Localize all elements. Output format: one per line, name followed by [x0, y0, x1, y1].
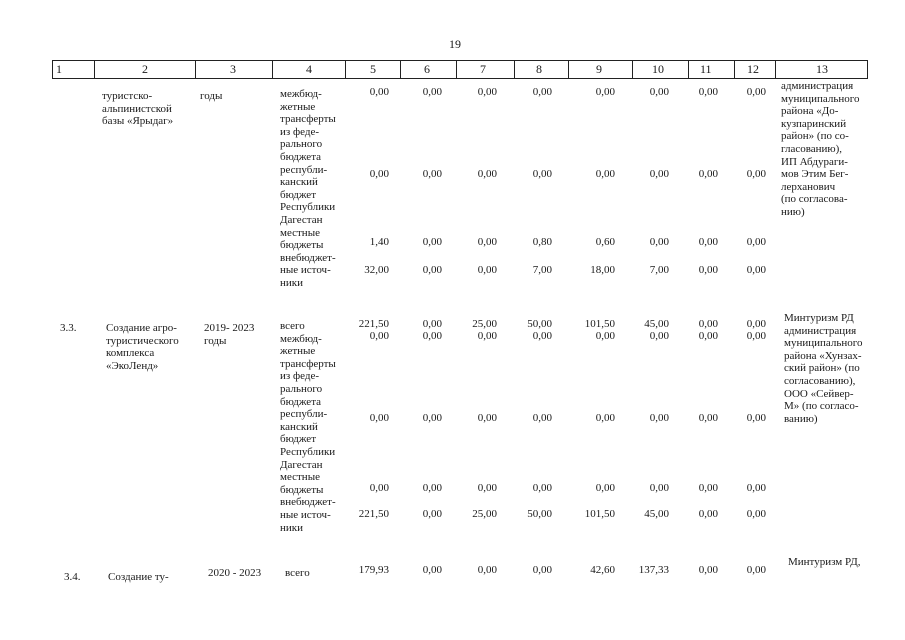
table-cell: 179,93	[358, 564, 389, 576]
table-cell: 0,00	[422, 564, 442, 576]
table-cell: 0,00	[698, 482, 718, 494]
table-cell: 0,00	[422, 86, 442, 98]
header-divider	[568, 60, 569, 79]
table-cell: 0,00	[422, 482, 442, 494]
row-34-name: Создание ту-	[108, 571, 169, 583]
table-cell: 0,00	[532, 168, 552, 180]
table-cell: 42,60	[590, 564, 615, 576]
table-cell: 0,00	[477, 264, 497, 276]
header-divider	[400, 60, 401, 79]
table-cell: 0,00	[595, 168, 615, 180]
header-col-11: 11	[700, 62, 712, 76]
row-prev-responsible: администрация муниципального района «До- кузпаринский район» (по со- гласованию), ИП Абдураги- мов Этим Бег- лерханович (по согласова- нию)	[781, 80, 860, 218]
header-bottom-border	[52, 78, 868, 79]
header-divider	[94, 60, 95, 79]
header-divider	[456, 60, 457, 79]
table-cell: 0,00	[595, 86, 615, 98]
table-cell: 0,00	[422, 318, 442, 330]
table-cell: 0,00	[698, 318, 718, 330]
row-33-sources: всего межбюд- жетные трансферты из феде- рального бюджета республи- канский бюджет Республики Дагестан местные бюджеты внебюджет- ные источ- ники	[280, 320, 336, 534]
table-cell: 0,00	[746, 564, 766, 576]
table-cell: 0,00	[532, 86, 552, 98]
table-cell: 0,00	[746, 86, 766, 98]
table-cell: 0,00	[649, 86, 669, 98]
table-cell: 0,00	[477, 168, 497, 180]
table-cell: 0,00	[649, 168, 669, 180]
table-cell: 0,00	[698, 508, 718, 520]
header-col-1: 1	[56, 62, 62, 76]
table-cell: 0,00	[698, 168, 718, 180]
table-cell: 221,50	[358, 508, 389, 520]
table-cell: 0,00	[422, 412, 442, 424]
header-col-4: 4	[306, 62, 312, 76]
table-cell: 0,00	[532, 412, 552, 424]
row-33-period: 2019- 2023 годы	[204, 322, 255, 347]
table-cell: 0,00	[477, 236, 497, 248]
table-cell: 0,00	[746, 412, 766, 424]
header-col-12: 12	[747, 62, 759, 76]
table-cell: 0,00	[746, 508, 766, 520]
table-cell: 0,00	[698, 412, 718, 424]
table-header	[52, 60, 868, 86]
table-cell: 0,00	[595, 412, 615, 424]
header-divider	[734, 60, 735, 79]
table-cell: 0,00	[422, 508, 442, 520]
header-divider	[775, 60, 776, 79]
header-col-10: 10	[652, 62, 664, 76]
table-cell: 0,00	[595, 482, 615, 494]
table-cell: 0,00	[595, 330, 615, 342]
row-34-number: 3.4.	[64, 571, 81, 583]
row-34-period: 2020 - 2023	[208, 567, 262, 579]
table-cell: 101,50	[584, 318, 615, 330]
table-cell: 0,00	[369, 168, 389, 180]
row-prev-period: годы	[200, 90, 223, 102]
table-cell: 50,00	[527, 318, 552, 330]
table-cell: 0,00	[422, 236, 442, 248]
header-divider	[867, 60, 868, 79]
table-cell: 7,00	[532, 264, 552, 276]
table-cell: 25,00	[472, 508, 497, 520]
table-cell: 0,60	[595, 236, 615, 248]
table-cell: 0,00	[532, 564, 552, 576]
table-cell: 0,00	[369, 482, 389, 494]
table-cell: 0,00	[369, 330, 389, 342]
table-cell: 45,00	[644, 508, 669, 520]
header-col-9: 9	[596, 62, 602, 76]
header-col-5: 5	[370, 62, 376, 76]
table-cell: 0,00	[649, 482, 669, 494]
table-cell: 0,00	[532, 482, 552, 494]
header-divider	[345, 60, 346, 79]
table-cell: 0,00	[746, 264, 766, 276]
table-cell: 0,80	[532, 236, 552, 248]
header-top-border	[52, 60, 868, 61]
table-cell: 0,00	[477, 86, 497, 98]
table-cell: 221,50	[358, 318, 389, 330]
header-col-7: 7	[480, 62, 486, 76]
row-33-name: Создание агро- туристического комплекса «ЭкоЛенд»	[106, 322, 179, 372]
row-34-sources: всего	[285, 567, 310, 579]
table-cell: 0,00	[649, 330, 669, 342]
table-cell: 0,00	[649, 412, 669, 424]
table-cell: 0,00	[698, 86, 718, 98]
table-cell: 0,00	[746, 168, 766, 180]
table-cell: 0,00	[422, 330, 442, 342]
header-divider	[632, 60, 633, 79]
header-divider	[52, 60, 53, 79]
table-cell: 25,00	[472, 318, 497, 330]
row-33-responsible: Минтуризм РД администрация муниципального района «Хунзах- ский район» (по согласованию), ООО «Сейвер- М» (по согласо- ванию)	[784, 312, 863, 425]
table-cell: 0,00	[477, 330, 497, 342]
header-col-8: 8	[536, 62, 542, 76]
table-cell: 0,00	[698, 236, 718, 248]
header-col-13: 13	[816, 62, 828, 76]
table-cell: 0,00	[369, 412, 389, 424]
table-cell: 0,00	[746, 482, 766, 494]
table-cell: 0,00	[746, 236, 766, 248]
table-cell: 0,00	[422, 264, 442, 276]
header-divider	[195, 60, 196, 79]
table-cell: 0,00	[698, 564, 718, 576]
table-cell: 0,00	[369, 86, 389, 98]
table-cell: 0,00	[698, 264, 718, 276]
row-prev-sources: межбюд- жетные трансферты из феде- рального бюджета республи- канский бюджет Республики Дагестан местные бюджеты внебюджет- ные источ- ники	[280, 88, 336, 289]
page-number: 19	[449, 37, 461, 51]
table-cell: 101,50	[584, 508, 615, 520]
table-cell: 0,00	[422, 168, 442, 180]
header-divider	[514, 60, 515, 79]
row-prev-name: туристско- альпинистской базы «Ярыдаг»	[102, 90, 174, 128]
header-col-2: 2	[142, 62, 148, 76]
header-divider	[688, 60, 689, 79]
table-cell: 0,00	[477, 482, 497, 494]
table-cell: 0,00	[746, 330, 766, 342]
table-cell: 0,00	[649, 236, 669, 248]
table-cell: 0,00	[477, 412, 497, 424]
row-33-number: 3.3.	[60, 322, 77, 334]
table-cell: 18,00	[590, 264, 615, 276]
table-cell: 0,00	[477, 564, 497, 576]
table-cell: 50,00	[527, 508, 552, 520]
table-cell: 0,00	[532, 330, 552, 342]
table-cell: 7,00	[649, 264, 669, 276]
header-col-6: 6	[424, 62, 430, 76]
table-cell: 45,00	[644, 318, 669, 330]
table-cell: 0,00	[698, 330, 718, 342]
row-34-responsible: Минтуризм РД,	[788, 556, 861, 568]
table-cell: 0,00	[746, 318, 766, 330]
header-divider	[272, 60, 273, 79]
table-cell: 1,40	[369, 236, 389, 248]
header-col-3: 3	[230, 62, 236, 76]
table-cell: 32,00	[364, 264, 389, 276]
table-cell: 137,33	[638, 564, 669, 576]
